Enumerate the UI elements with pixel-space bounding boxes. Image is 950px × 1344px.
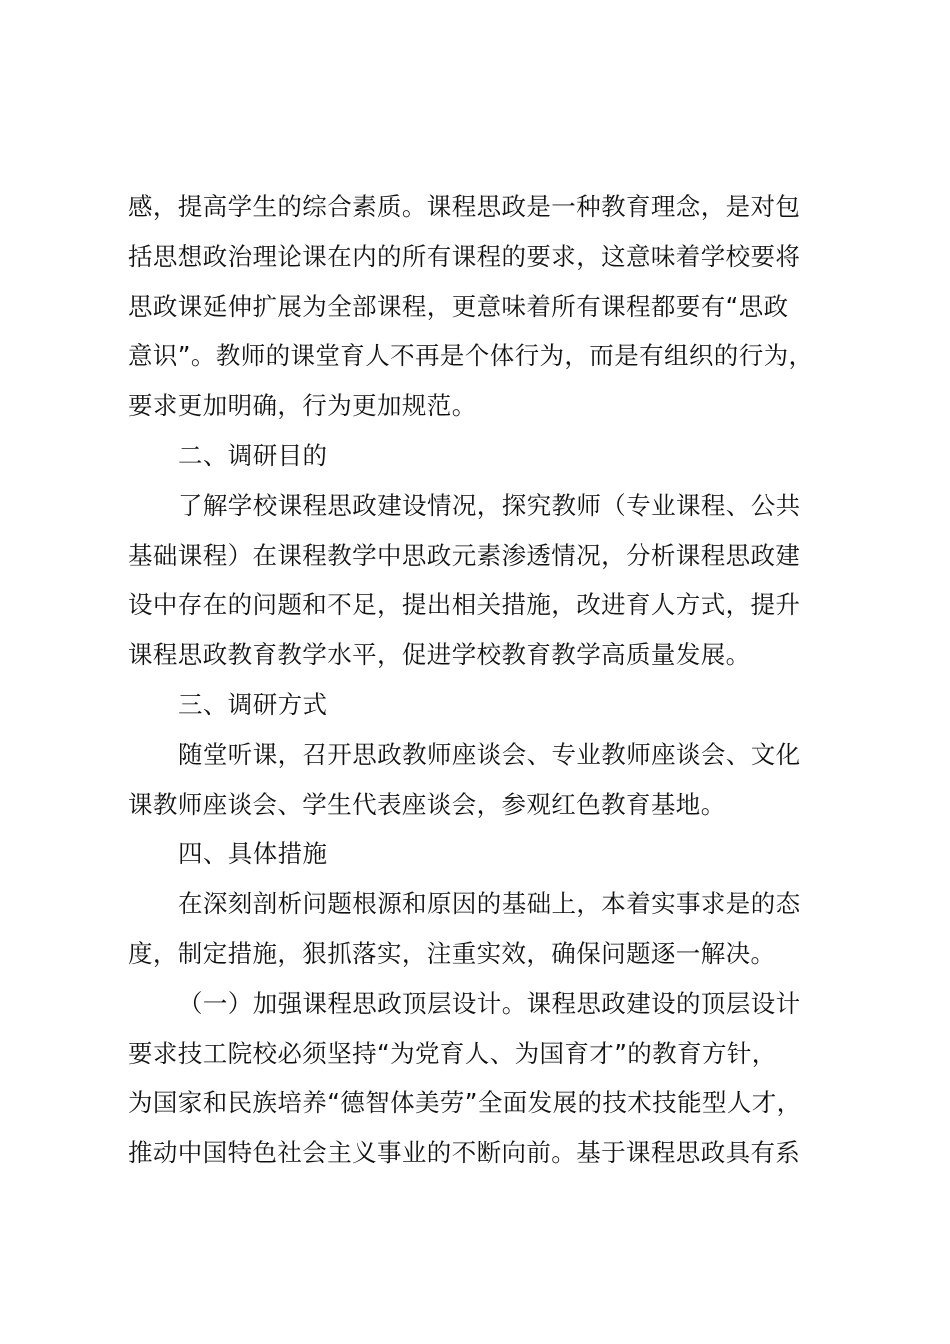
- text-line: 设中存在的问题和不足，提出相关措施，改进育人方式，提升: [128, 590, 801, 620]
- text-line: 感，提高学生的综合素质。课程思政是一种教育理念，是对包: [128, 192, 801, 221]
- text-line: （一）加强课程思政顶层设计。课程思政建设的顶层设计: [178, 988, 801, 1018]
- text-line: 括思想政治理论课在内的所有课程的要求，这意味着学校要将: [128, 241, 801, 271]
- text-line: 为国家和民族培养“德智体美劳”全面发展的技术技能型人才，: [128, 1088, 802, 1118]
- text-line: 度，制定措施，狠抓落实，注重实效，确保问题逐一解决。: [128, 938, 776, 968]
- text-line: 课程思政教育教学水平，促进学校教育教学高质量发展。: [128, 640, 751, 670]
- text-line: 三、调研方式: [178, 689, 328, 719]
- text-line: 四、具体措施: [178, 839, 328, 869]
- text-line: 要求技工院校必须坚持“为党育人、为国育才”的教育方针，: [128, 1038, 777, 1068]
- text-line: 意识”。教师的课堂育人不再是个体行为，而是有组织的行为，: [128, 341, 814, 371]
- text-line: 基础课程）在课程教学中思政元素渗透情况，分析课程思政建: [128, 540, 801, 570]
- text-line: 思政课延伸扩展为全部课程，更意味着所有课程都要有“思政: [128, 291, 789, 321]
- text-line: 在深刻剖析问题根源和原因的基础上，本着实事求是的态: [178, 889, 801, 919]
- body-text: [128, 182, 852, 1178]
- text-line: 要求更加明确，行为更加规范。: [128, 391, 477, 421]
- text-line: 了解学校课程思政建设情况，探究教师（专业课程、公共: [178, 490, 801, 520]
- text-line: 课教师座谈会、学生代表座谈会，参观红色教育基地。: [128, 789, 726, 819]
- text-line: 推动中国特色社会主义事业的不断向前。基于课程思政具有系: [128, 1138, 801, 1168]
- text-line: 二、调研目的: [178, 440, 328, 470]
- text-line: 随堂听课，召开思政教师座谈会、专业教师座谈会、文化: [178, 739, 801, 769]
